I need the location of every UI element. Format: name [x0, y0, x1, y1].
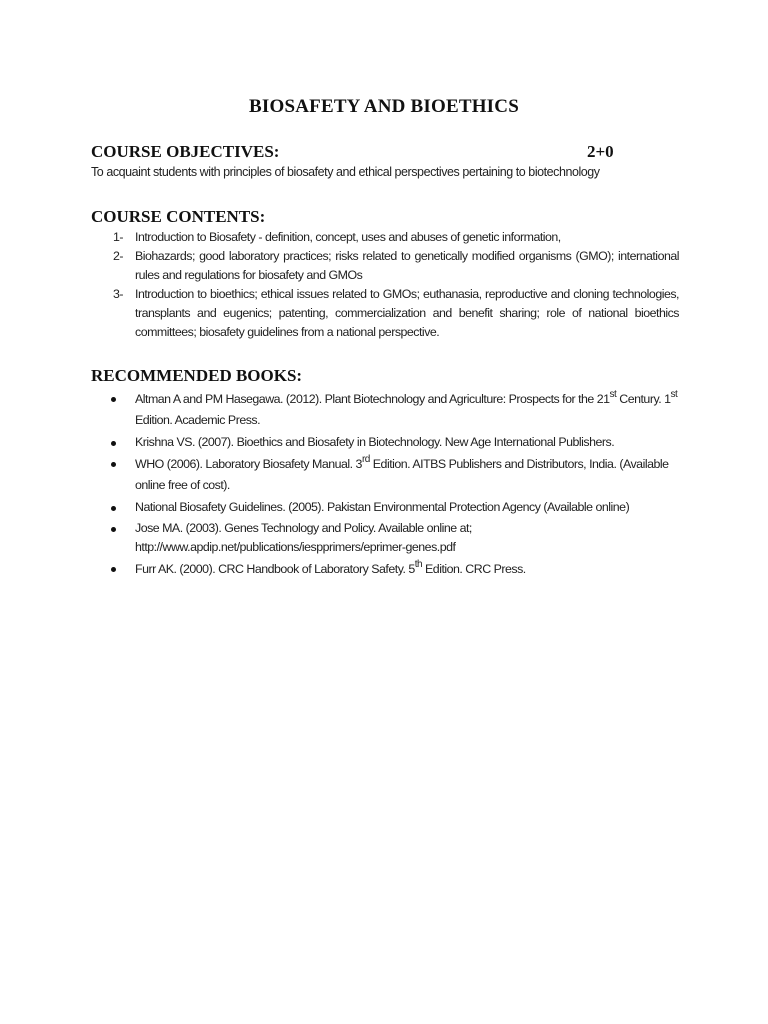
list-item [111, 433, 681, 452]
list-item [111, 454, 681, 496]
book-text: Altman A and PM Hasegawa. (2012). Plant Biotechnology and Agriculture: Prospects for the 21 [135, 392, 610, 406]
book-text: WHO (2006). Laboratory Biosafety Manual. 3 [135, 457, 362, 471]
objectives-heading: COURSE OBJECTIVES: [91, 142, 280, 161]
list-item [111, 519, 681, 557]
bullet-icon [111, 527, 116, 532]
list-item [111, 389, 681, 431]
book-text: Edition. AITBS Publishers and Distributors, India. (Available online free of cost). [135, 457, 669, 492]
book-text: Edition. Academic Press. [135, 413, 261, 427]
superscript: th [414, 559, 423, 570]
contents-list [91, 228, 679, 342]
list-item [91, 247, 679, 285]
book-text: National Biosafety Guidelines. (2005). Pakistan Environmental Protection Agency (Available online) [135, 500, 630, 514]
books-heading: RECOMMENDED BOOKS: [91, 366, 303, 385]
superscript: st [670, 389, 678, 400]
credit-hours: 2+0 [587, 142, 614, 161]
list-item [111, 559, 681, 580]
book-text: Edition. CRC Press. [422, 562, 526, 576]
book-text: Furr AK. (2000). CRC Handbook of Laboratory Safety. 5 [135, 562, 415, 576]
superscript: rd [361, 454, 370, 465]
bullet-icon [111, 462, 116, 467]
book-text: Krishna VS. (2007). Bioethics and Biosafety in Biotechnology. New Age International Publishers. [135, 435, 615, 449]
list-number: 2- [113, 249, 124, 263]
book-url: http://www.apdip.net/publications/iespprimers/eprimer-genes.pdf [135, 540, 456, 554]
superscript: st [609, 389, 617, 400]
list-item [91, 228, 679, 247]
bullet-icon [111, 506, 116, 511]
list-item [111, 498, 681, 517]
book-text: Century. 1 [616, 392, 671, 406]
objectives-text: To acquaint students with principles of biosafety and ethical perspectives pertaining to biotechnology [91, 165, 600, 179]
list-item-text: Introduction to bioethics; ethical issues related to GMOs; euthanasia, reproductive and cloning technologies, transplants and eugenics; patenting, commercialization and benefit sharing; role of national bioethics committees; biosafety guidelines from a national perspective. [135, 287, 679, 339]
list-item-text: Biohazards; good laboratory practices; risks related to genetically modified organisms (GMO); international rules and regulations for biosafety and GMOs [135, 249, 679, 282]
bullet-icon [111, 397, 116, 402]
list-number: 1- [113, 230, 124, 244]
list-item [91, 285, 679, 342]
page-title: BIOSAFETY AND BIOETHICS [249, 96, 519, 117]
bullet-icon [111, 567, 116, 572]
list-item-text: Introduction to Biosafety - definition, concept, uses and abuses of genetic information, [135, 230, 561, 244]
bullet-icon [111, 441, 116, 446]
list-number: 3- [113, 287, 124, 301]
book-text: Jose MA. (2003). Genes Technology and Policy. Available online at; [135, 521, 472, 535]
contents-heading: COURSE CONTENTS: [91, 207, 266, 226]
books-list [111, 389, 681, 582]
